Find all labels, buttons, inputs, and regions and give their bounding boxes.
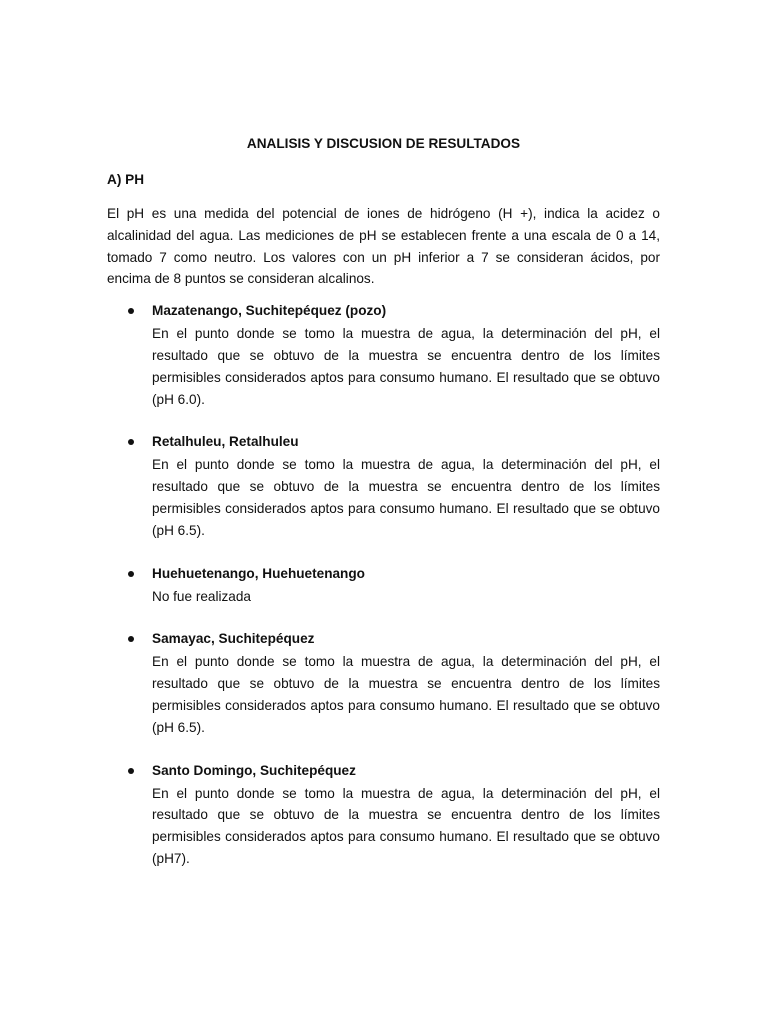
list-item: [107, 564, 660, 608]
bullet-icon: [128, 768, 134, 774]
section-heading: A) PH: [107, 172, 145, 187]
result-description: En el punto donde se tomo la muestra de agua, la determinación del pH, el resultado que se obtuvo de la muestra se encuentra dentro de los límites permisibles considerados aptos para consumo humano. El resultado que se obtuvo (pH 6.5).: [152, 457, 660, 538]
document-body: [107, 134, 660, 892]
result-description: En el punto donde se tomo la muestra de agua, la determinación del pH, el resultado que se obtuvo de la muestra se encuentra dentro de los límites permisibles considerados aptos para consumo humano. El resultado que se obtuvo (pH 6.0).: [152, 326, 660, 407]
result-description: En el punto donde se tomo la muestra de agua, la determinación del pH, el resultado que se obtuvo de la muestra se encuentra dentro de los límites permisibles considerados aptos para consumo humano. El resultado que se obtuvo (pH7).: [152, 785, 660, 866]
list-item: [107, 432, 660, 541]
location-heading: Samayac, Suchitepéquez: [152, 631, 315, 647]
document-title: ANALISIS Y DISCUSION DE RESULTADOS: [246, 136, 521, 151]
bullet-icon: [128, 308, 134, 314]
list-item: [107, 629, 660, 738]
location-heading: Huehuetenango, Huehuetenango: [152, 565, 365, 581]
results-list: [107, 301, 660, 870]
location-heading: Retalhuleu, Retalhuleu: [152, 434, 299, 450]
bullet-icon: [128, 439, 134, 445]
list-item: [107, 761, 660, 870]
result-description: En el punto donde se tomo la muestra de agua, la determinación del pH, el resultado que se obtuvo de la muestra se encuentra dentro de los límites permisibles considerados aptos para consumo humano. El resultado que se obtuvo (pH 6.5).: [152, 654, 660, 735]
intro-paragraph: El pH es una medida del potencial de iones de hidrógeno (H +), indica la acidez o alcalinidad del agua. Las mediciones de pH se establecen frente a una escala de 0 a 14, tomado 7 como neutro. Los valores con un pH inferior a 7 se consideran ácidos, por encima de 8 puntos se consideran alcalinos.: [107, 206, 660, 287]
bullet-icon: [128, 636, 134, 642]
location-heading: Mazatenango, Suchitepéquez (pozo): [152, 303, 387, 319]
bullet-icon: [128, 571, 134, 577]
list-item: [107, 301, 660, 410]
result-description: No fue realizada: [152, 588, 251, 604]
location-heading: Santo Domingo, Suchitepéquez: [152, 762, 356, 778]
